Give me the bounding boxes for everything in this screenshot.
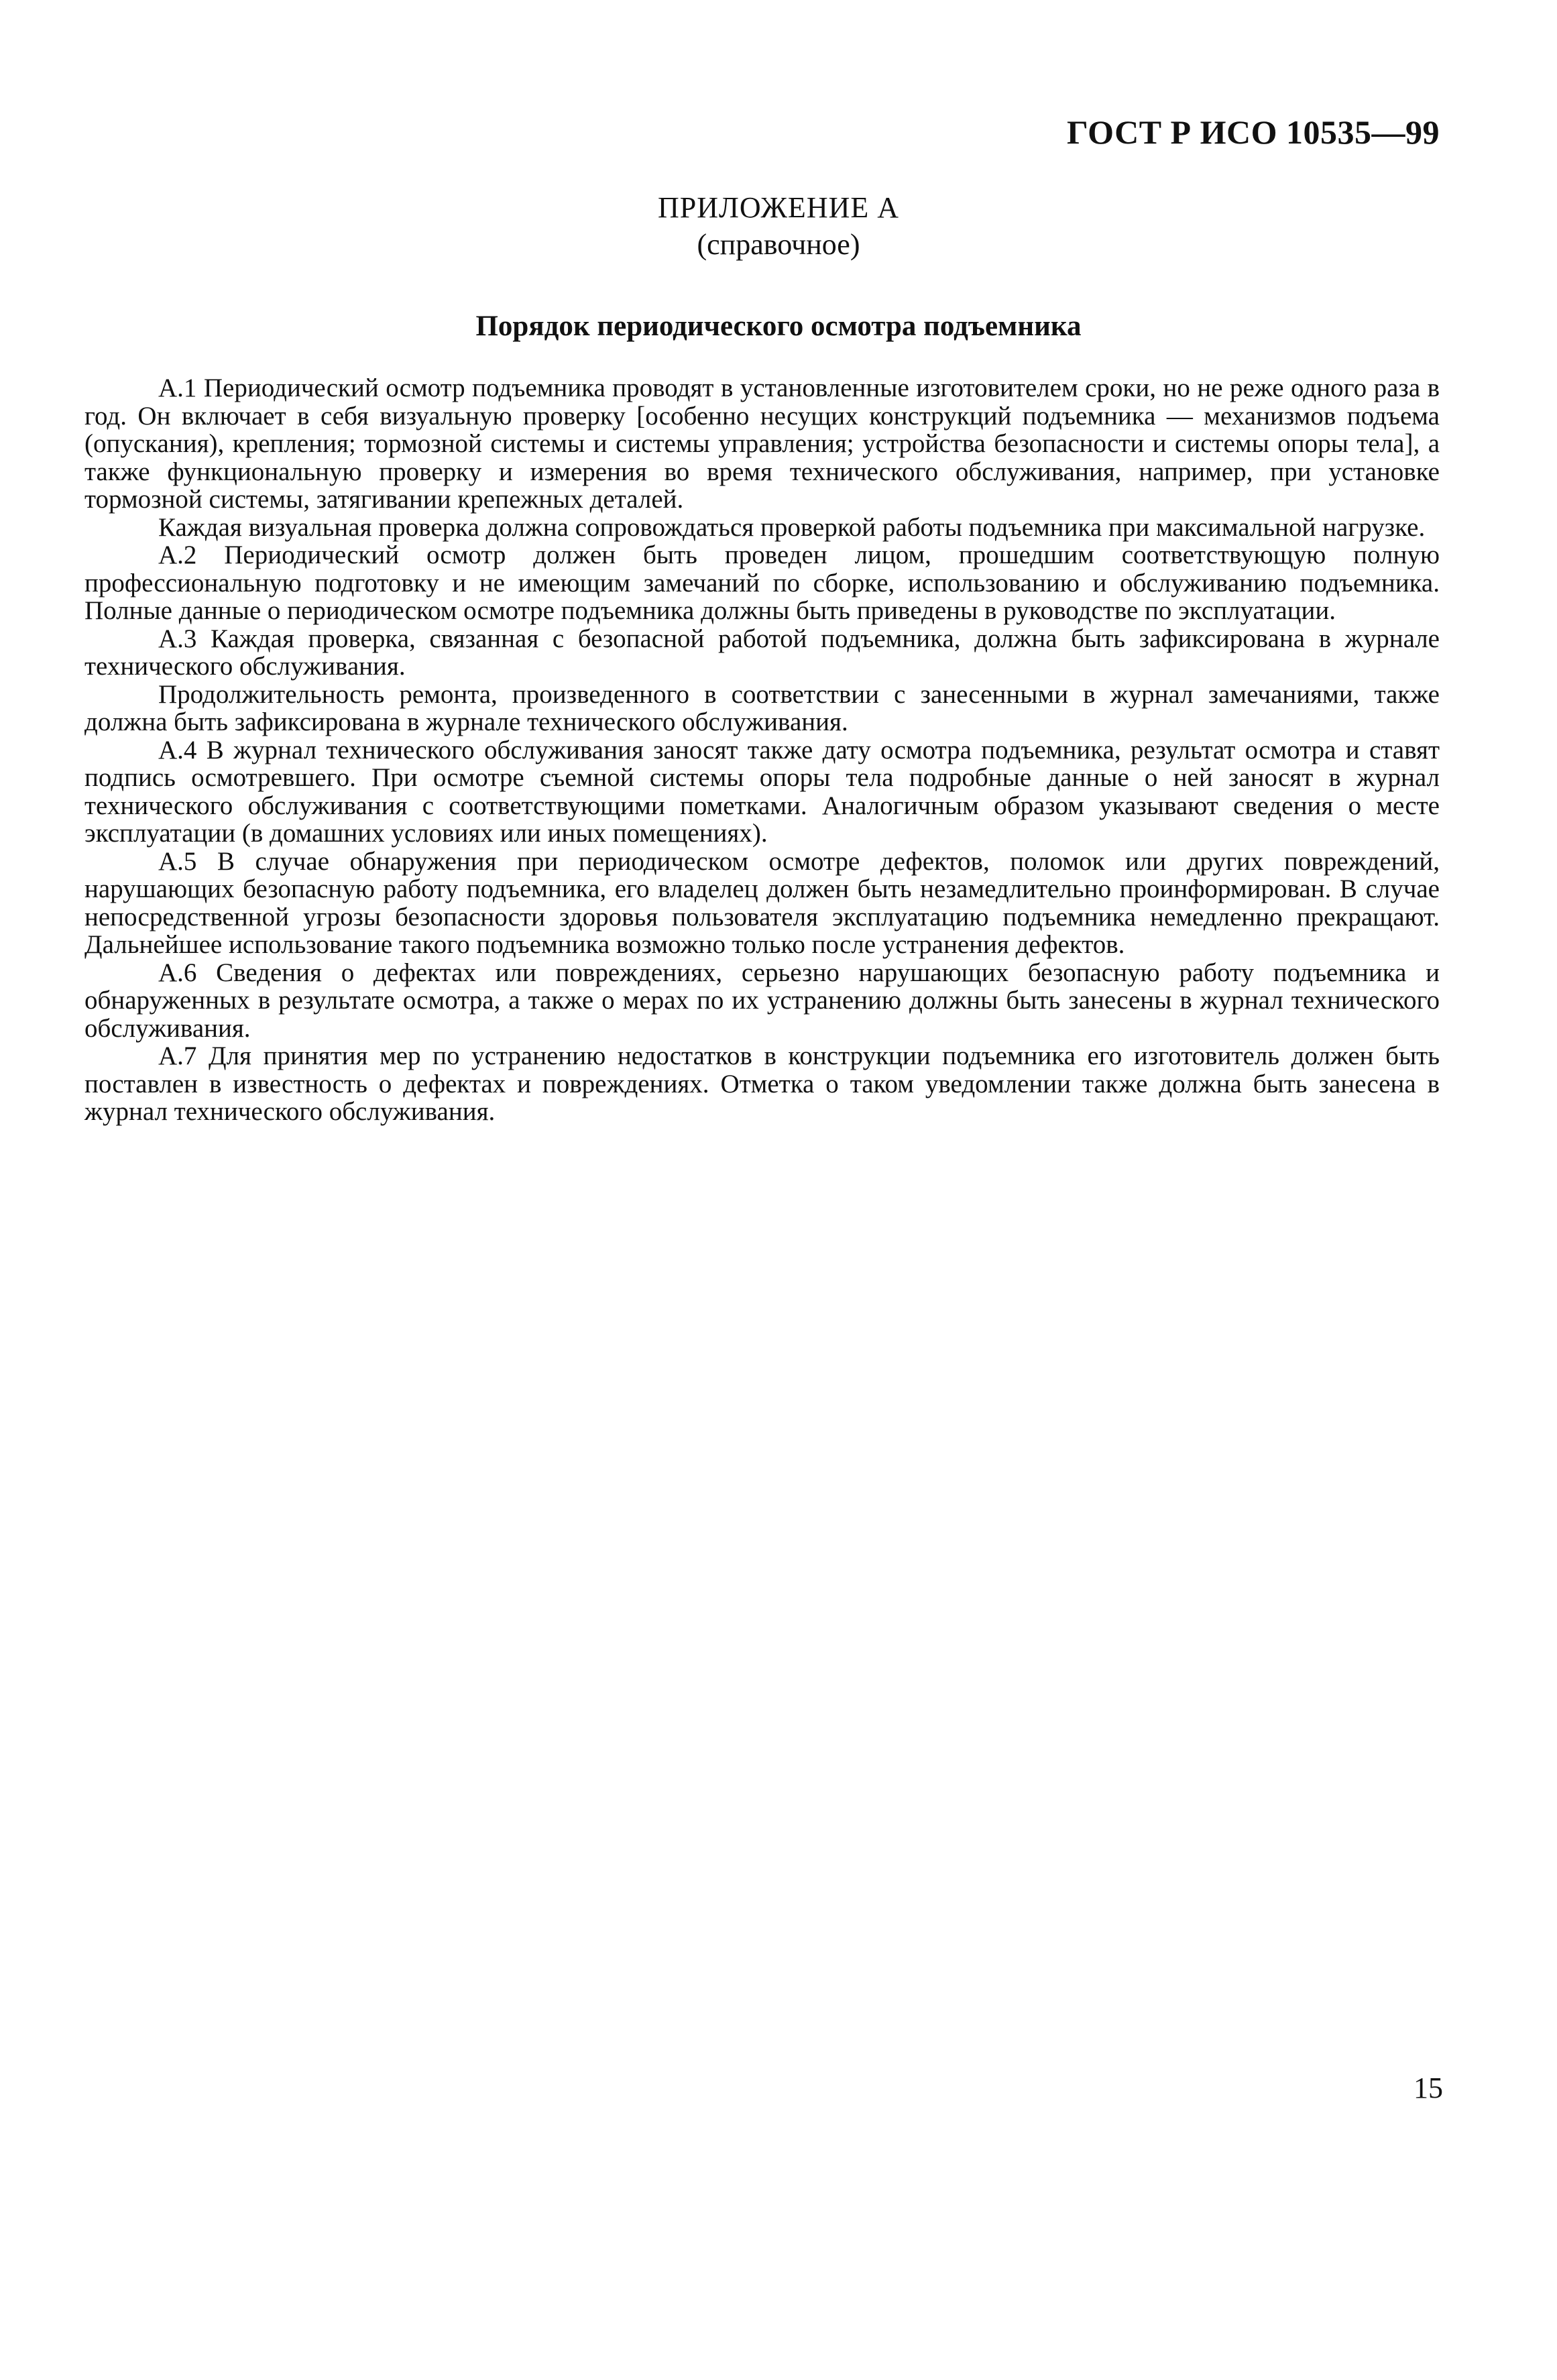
paragraph-a6: А.6 Сведения о дефектах или повреждениях, серьезно нарушающих безопасную работу подъемника и обнаруженных в результате осмотра, а также о мерах по их устранению должны быть занесены в журнал технического обслуживания.: [84, 958, 1440, 1043]
paragraph-a3: А.3 Каждая проверка, связанная с безопасной работой подъемника, должна быть зафиксирована в журнале технического обслуживания.: [84, 624, 1440, 681]
appendix-header: [0, 189, 1557, 263]
paragraph-a5: А.5 В случае обнаружения при периодическом осмотре дефектов, поломок или других повреждений, нарушающих безопасную работу подъемника, его владелец должен быть незамедлительно проинформирован. В случае непосредственной угрозы безопасности здоровья пользователя эксплуатацию подъемника немедленно прекращают. Дальнейшее использование такого подъемника возможно только после устранения дефектов.: [84, 846, 1440, 959]
paragraph-a2: А.2 Периодический осмотр должен быть проведен лицом, прошедшим соответствующую полную профессиональную подготовку и не имеющим замечаний по сборке, использованию и обслуживанию подъемника. Полные данные о периодическом осмотре подъемника должны быть приведены в руководстве по эксплуатации.: [84, 541, 1440, 625]
paragraph-a1: А.1 Периодический осмотр подъемника проводят в установленные изготовителем сроки, но не реже одного раза в год. Он включает в себя визуальную проверку [особенно несущих конструкций подъемника — механизмов подъема (опускания), крепления; тормозной системы и системы управления; устройства безопасности и системы опоры тела], а также функциональную проверку и измерения во время технического обслуживания, например, при установке тормозной системы, затягивании крепежных деталей.: [84, 374, 1440, 514]
paragraph-a1-visual-check: Каждая визуальная проверка должна сопровождаться проверкой работы подъемника при максимальной нагрузке.: [158, 512, 1426, 542]
document-code: ГОСТ Р ИСО 10535—99: [1067, 113, 1440, 151]
page-number: 15: [1414, 2072, 1443, 2104]
paragraph-a4: А.4 В журнал технического обслуживания заносят также дату осмотра подъемника, результат осмотра и ставят подпись осмотревшего. При осмотре съемной системы опоры тела подробные данные о ней заносят в журнал технического обслуживания с соответствующими пометками. Аналогичным образом указывают сведения о месте эксплуатации (в домашних условиях или иных помещениях).: [84, 735, 1440, 848]
appendix-title: ПРИЛОЖЕНИЕ А: [657, 191, 900, 224]
appendix-note: (справочное): [697, 228, 860, 261]
paragraph-a7: А.7 Для принятия мер по устранению недостатков в конструкции подъемника его изготовитель должен быть поставлен в известность о дефектах и повреждениях. Отметка о таком уведомлении также должна быть занесена в журнал технического обслуживания.: [84, 1041, 1440, 1126]
body-text: [84, 374, 1440, 1126]
paragraph-a3-repair-duration: Продолжительность ремонта, произведенного в соответствии с занесенными в журнал замечаниями, также должна быть зафиксирована в журнале технического обслуживания.: [84, 679, 1440, 736]
section-heading: Порядок периодического осмотра подъемника: [475, 310, 1082, 342]
